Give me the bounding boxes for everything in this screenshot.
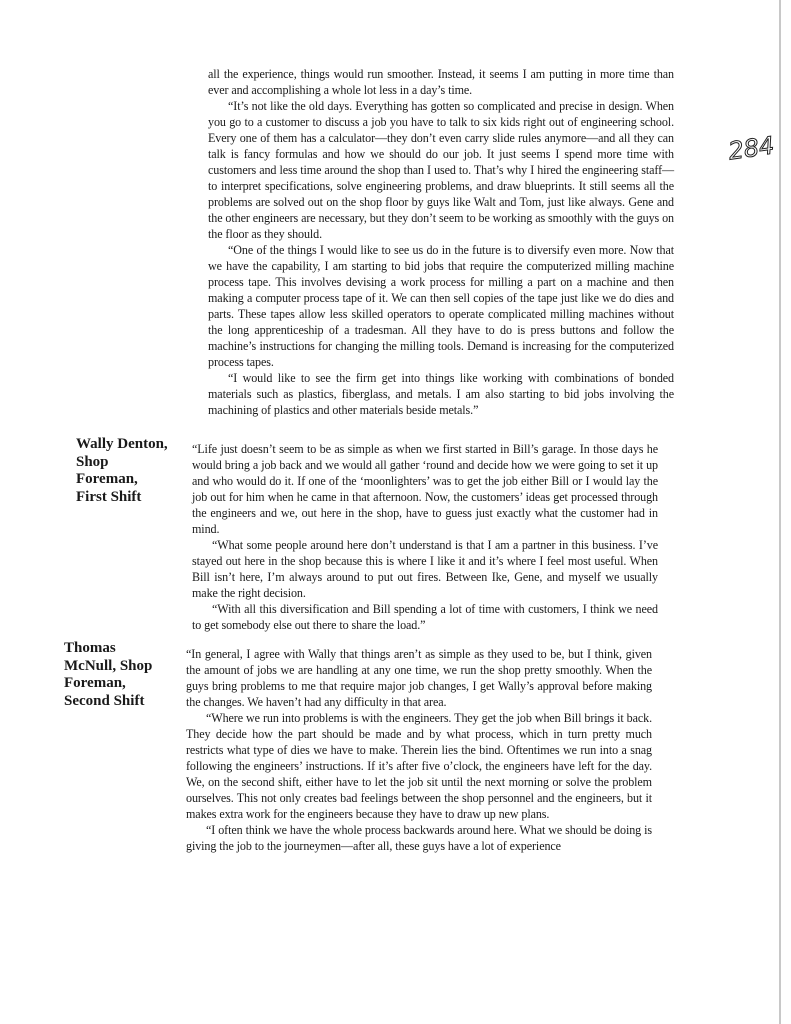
speaker-name-line: McNull, Shop — [64, 657, 153, 674]
speaker-name-line: Wally Denton, — [76, 436, 168, 452]
paragraph: “With all this diversification and Bill spending a lot of time with customers, I think we need to get somebody else out there to share the load.” — [192, 602, 658, 632]
paragraph: “Life just doesn’t seem to be as simple as when we first started in Bill’s garage. In those days he would bring a job back and we would all gather ‘round and decide how we were going to set it up and who would do it. If one of the ‘moonlighters’ was to get the job either Bill or I would lay the job out for him when he came in that afternoon. Now, the customers’ ideas get processed through the engineers and we, out here in the shop, have to guess just exactly what the customer had in mind. — [192, 442, 658, 536]
speaker-label-thomas — [64, 640, 184, 710]
wally-text-block — [192, 441, 658, 633]
speaker-name-line: Foreman, — [64, 675, 126, 691]
paragraph: “It’s not like the old days. Everything has gotten so complicated and precise in design. When you go to a customer to discuss a job you have to talk to six kids right out of engineering school. Every one of them has a calculator—they don’t even carry slide rules anymore—and all they can talk is fancy formulas and how we should do our job. It just seems I spend more time with customers and less time around the shop than I used to. That’s why I hired the engineering staff—to interpret specifications, solve engineering problems, and draw blueprints. It still seems all the problems are solved out on the shop floor by guys like Walt and Tom, just like always. Gene and the other engineers are necessary, but they don’t seem to be working as smoothly with the guys on the floor as they should. — [208, 99, 674, 241]
thomas-text-block — [186, 646, 652, 854]
handwritten-page-number — [724, 120, 784, 170]
paragraph: “Where we run into problems is with the engineers. They get the job when Bill brings it back. They decide how the part should be made and by what process, which in turn pretty much restricts what type of dies we have to make. Therein lies the bind. Oftentimes we run into a snag following the engineers’ instructions. If it’s after five o’clock, the engineers have left for the day. We, on the second shift, either have to let the job sit until the next morning or solve the problem ourselves. This not only creates bad feelings between the shop personnel and the engineers, but it makes extra work for the engineers because they have to draw up new plans. — [186, 711, 652, 821]
speaker-name-line: Foreman, — [76, 471, 138, 487]
paragraph: “I would like to see the firm get into things like working with combinations of bonded materials such as plastics, fiberglass, and metals. I am also starting to bid jobs involving the machining of plastics and other materials beside metals.” — [208, 371, 674, 417]
speaker-name-line: First Shift — [76, 488, 142, 505]
paragraph: all the experience, things would run smoother. Instead, it seems I am putting in more time than ever and accomplishing a whole lot less in a day’s time. — [208, 67, 674, 97]
speaker-name-line: Second Shift — [64, 692, 145, 709]
paragraph: “What some people around here don’t understand is that I am a partner in this business. I’ve stayed out here in the shop because this is where I like it and it’s where I feel most useful. When Bill isn’t here, I’m always around to put out fires. Between Ike, Gene, and myself we usually make the right decision. — [192, 538, 658, 600]
paragraph: “One of the things I would like to see us do in the future is to diversify even more. Now that we have the capability, I am starting to bid jobs that require the computerized milling machine process tape. This involves devising a work process for milling a part on a machine and then making a computer process tape of it. We can then sell copies of the tape just like we do dies and parts. These tapes allow less skilled operators to operate complicated milling machines without the long apprenticeship of a tradesman. All they have to do is press buttons and follow the machine’s instructions for changing the milling tools. Demand is increasing for the computerized process tapes. — [208, 243, 674, 369]
speaker-name-line: Thomas — [64, 640, 116, 656]
top-text-block — [208, 66, 674, 418]
handwritten-page-number-text: 284 — [726, 131, 776, 166]
speaker-label-wally — [76, 436, 191, 506]
speaker-name-line: Shop — [76, 453, 109, 470]
paragraph: “In general, I agree with Wally that things aren’t as simple as they used to be, but I think, given the amount of jobs we are handling at any one time, we run the shop pretty smoothly. When the guys bring problems to me that require major job changes, I get Wally’s approval before making the changes. We haven’t had any difficulty in that area. — [186, 647, 652, 709]
paragraph: “I often think we have the whole process backwards around here. What we should be doing is giving the job to the journeymen—after all, these guys have a lot of experience — [186, 823, 652, 853]
